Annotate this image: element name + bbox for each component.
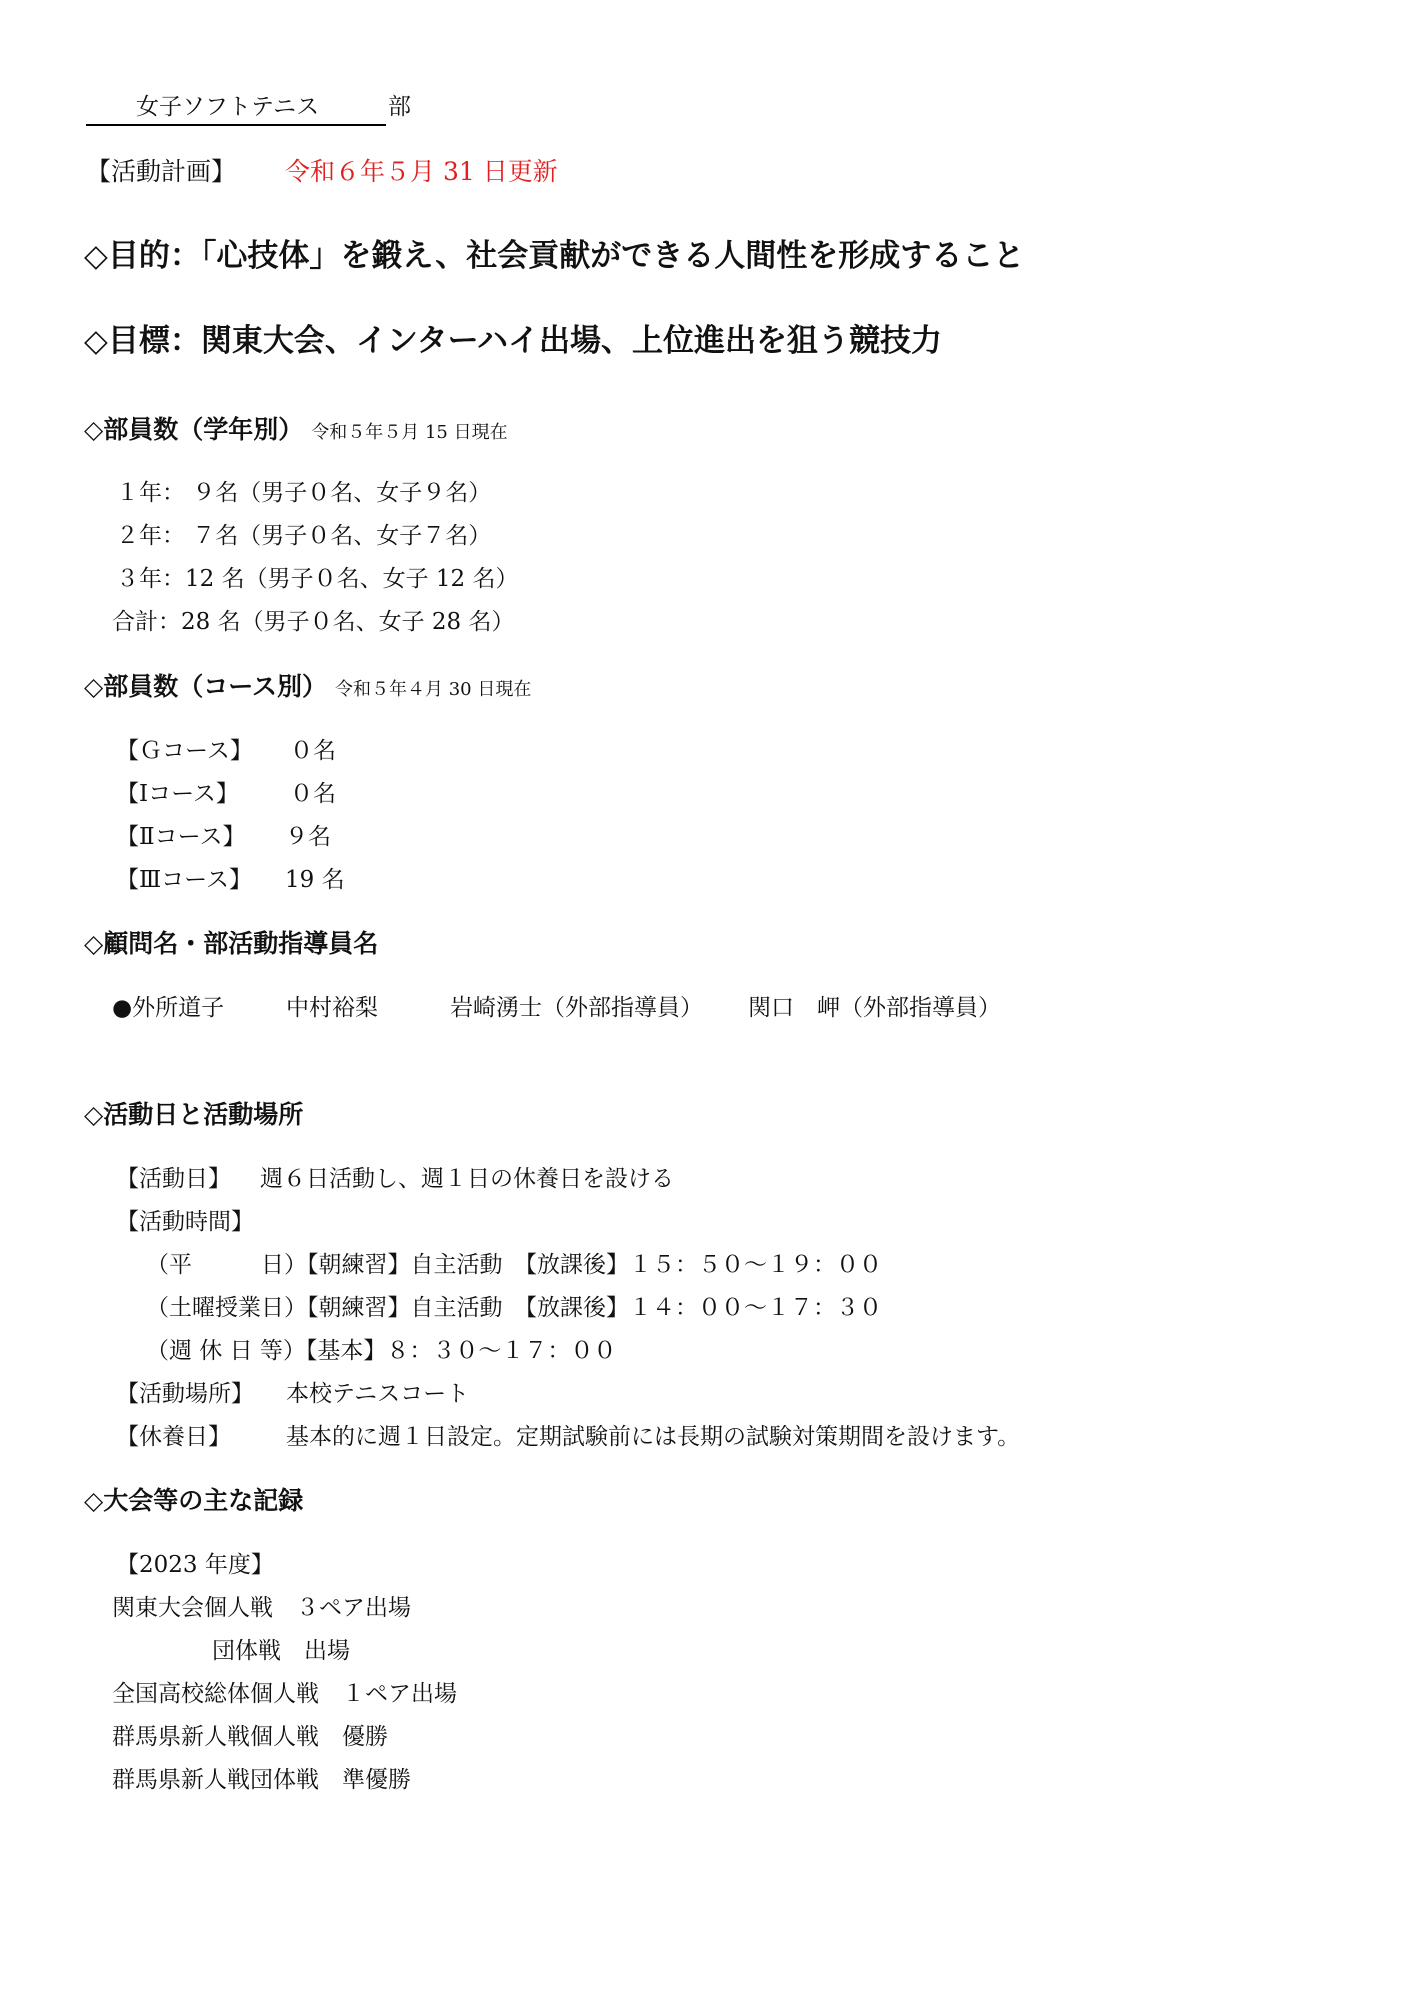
members-by-course-note: 令和５年４月 30 日現在 xyxy=(334,679,532,700)
advisor-name: ●外所道子 xyxy=(112,995,225,1021)
weekday-schedule: （平 日）【朝練習】自主活動 【放課後】１５：５０～１９：００ xyxy=(146,1252,882,1278)
grade-row: １年： ９名（男子０名、女子９名） xyxy=(116,480,492,506)
members-by-grade-heading xyxy=(84,412,508,451)
course-label: 【Ｇコース】 xyxy=(116,738,253,764)
course-count: ０名 xyxy=(290,738,336,764)
grade-total-row: 合計：28 名（男子０名、女子 28 名） xyxy=(112,609,515,635)
activity-place-label: 【活動場所】 xyxy=(116,1381,254,1407)
record-row: 団体戦 出場 xyxy=(212,1638,350,1664)
advisor-name: 関口 岬（外部指導員） xyxy=(748,995,1001,1021)
course-label: 【Ⅰコース】 xyxy=(116,781,239,807)
saturday-schedule: （土曜授業日）【朝練習】自主活動 【放課後】１４：００～１７：３０ xyxy=(146,1295,882,1321)
record-row: 群馬県新人戦個人戦 優勝 xyxy=(112,1724,388,1750)
club-suffix: 部 xyxy=(388,94,411,120)
activity-heading: ◇活動日と活動場所 xyxy=(84,1100,304,1129)
record-row: 関東大会個人戦 ３ペア出場 xyxy=(112,1595,411,1621)
record-row: 全国高校総体個人戦 １ペア出場 xyxy=(112,1681,457,1707)
course-count: ９名 xyxy=(285,824,331,850)
course-label: 【Ⅲコース】 xyxy=(116,867,253,893)
activity-place-value: 本校テニスコート xyxy=(286,1381,470,1407)
advisors-heading: ◇顧問名・部活動指導員名 xyxy=(84,929,379,958)
rest-day-label: 【休養日】 xyxy=(116,1424,231,1450)
rest-day-value: 基本的に週１日設定。定期試験前には長期の試験対策期間を設けます。 xyxy=(286,1424,1021,1450)
members-by-grade-title: ◇部員数（学年別） xyxy=(84,415,304,444)
holiday-schedule: （週 休 日 等）【基本】８：３０～１７：００ xyxy=(146,1338,617,1364)
course-count: ０名 xyxy=(290,781,336,807)
members-by-grade-note: 令和５年５月 15 日現在 xyxy=(311,422,508,443)
purpose-heading: ◇目的：「心技体」を鍛え、社会貢献ができる人間性を形成すること xyxy=(84,238,1025,274)
updated-date: 令和６年５月 31 日更新 xyxy=(285,157,558,186)
activity-days-label: 【活動日】 xyxy=(116,1166,231,1192)
activity-days-value: 週６日活動し、週１日の休養日を設ける xyxy=(260,1166,674,1192)
grade-row: ２年： ７名（男子０名、女子７名） xyxy=(116,523,492,549)
course-label: 【Ⅱコース】 xyxy=(116,824,246,850)
records-year: 【2023 年度】 xyxy=(116,1552,274,1578)
members-by-course-heading xyxy=(84,669,531,708)
grade-row: ３年：12 名（男子０名、女子 12 名） xyxy=(116,566,519,592)
records-heading: ◇大会等の主な記録 xyxy=(84,1486,304,1515)
advisor-name: 中村裕梨 xyxy=(286,995,378,1021)
goal-heading: ◇目標：関東大会、インターハイ出場、上位進出を狙う競技力 xyxy=(84,323,943,359)
advisor-name: 岩崎湧士（外部指導員） xyxy=(450,995,703,1021)
activity-time-label: 【活動時間】 xyxy=(116,1209,254,1235)
club-name: 女子ソフトテニス xyxy=(86,90,386,126)
record-row: 群馬県新人戦団体戦 準優勝 xyxy=(112,1767,411,1793)
plan-label: 【活動計画】 xyxy=(86,157,237,186)
course-count: 19 名 xyxy=(285,867,345,893)
members-by-course-title: ◇部員数（コース別） xyxy=(84,672,327,701)
